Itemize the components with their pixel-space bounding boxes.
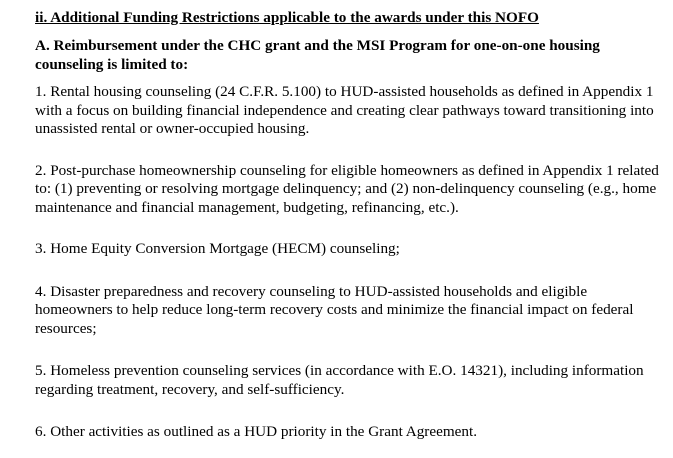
- list-item: 5. Homeless prevention counseling services (in accordance with E.O. 14321), including information regarding treatment, recovery, and self-sufficiency.: [35, 362, 644, 398]
- document-page: [35, 8, 660, 442]
- list-item: 2. Post-purchase homeownership counseling for eligible homeowners as defined in Appendix 1 related to: (1) preventing or resolving mortgage delinquency; and (2) non-delinquency counseling (e.g., home maintenance and financial management, budgeting, refinancing, etc.).: [35, 161, 659, 216]
- section-heading: ii. Additional Funding Restrictions applicable to the awards under this NOFO: [35, 9, 539, 26]
- list-item: 1. Rental housing counseling (24 C.F.R. 5.100) to HUD-assisted households as defined in Appendix 1 with a focus on building financial independence and creating clear pathways toward transitioning into unassisted rental or owner-occupied housing.: [35, 83, 654, 137]
- list-item: 3. Home Equity Conversion Mortgage (HECM) counseling;: [35, 240, 400, 257]
- subsection-heading: A. Reimbursement under the CHC grant and the MSI Program for one-on-one housing counseling is limited to:: [35, 37, 600, 73]
- list-item: 4. Disaster preparedness and recovery counseling to HUD-assisted households and eligible homeowners to help reduce long-term recovery costs and minimize the financial impact on federal resources;: [35, 282, 634, 337]
- list-item: 6. Other activities as outlined as a HUD priority in the Grant Agreement.: [35, 423, 478, 440]
